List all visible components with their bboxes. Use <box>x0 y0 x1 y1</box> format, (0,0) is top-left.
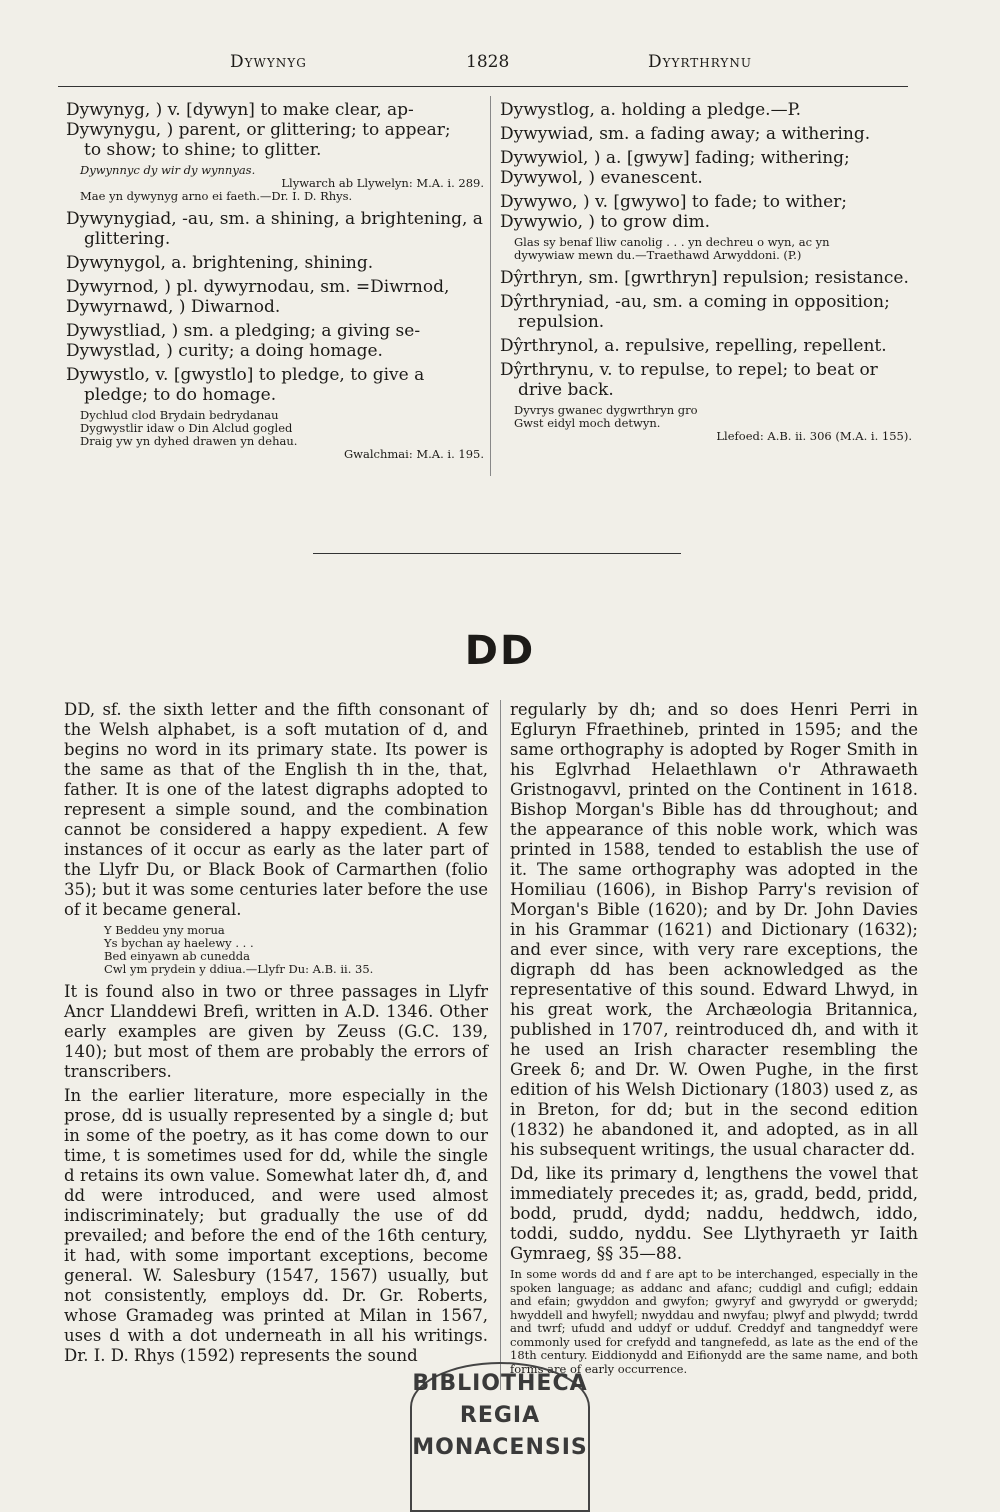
quote-source: Llywarch ab Llywelyn: M.A. i. 289. <box>281 176 484 190</box>
entry-dyrthryn: Dŷrthryn, sm. [gwrthryn] repulsion; resistance. <box>500 268 909 288</box>
entry-line: Dywystliad, ) sm. a pledging; a giving se- <box>66 321 421 341</box>
quote-line: Glas sy benaf lliw canolig . . . yn dechreu o wyn, ac yn <box>514 235 830 249</box>
entry-dyrthrynol: Dŷrthrynol, a. repulsive, repelling, repellent. <box>500 336 887 356</box>
quote-source: Llefoed: A.B. ii. 306 (M.A. i. 155). <box>716 429 912 443</box>
quote-line: Ys bychan ay haelewy . . . <box>104 936 254 950</box>
entry-line: Dywywio, ) to grow dim. <box>500 212 710 232</box>
entry-line: to show; to shine; to glitter. <box>84 140 322 160</box>
entry-line: Dywystlad, ) curity; a doing homage. <box>66 341 383 361</box>
stamp-line: REGIA <box>459 1403 541 1428</box>
entry-line: Dywynygu, ) parent, or glittering; to appear; <box>66 120 451 140</box>
entry-line: Dywywol, ) evanescent. <box>500 168 703 188</box>
dd-right-column <box>510 700 918 1380</box>
quote-line: Dywynnyc dy wir dy wynnyas. <box>80 163 256 177</box>
column-divider <box>500 700 501 1390</box>
quotation <box>514 236 912 262</box>
dd-paragraph: In the earlier literature, more especially in the prose, dd is usually represented by a single d; but in some of the poetry, as it has come down to our time, t is sometimes used for dd, while the single d retains its own value. Somewhat later dh, đ, and dd were introduced, and were used almost indiscriminately; but gradually the use of dd prevailed; and before the end of the 16th century, it had, with some important exceptions, become general. W. Salesbury (1547, 1567) usually, but not consistently, employs dd. Dr. Gr. Roberts, whose Gramadeg was printed at Milan in 1567, uses d with a dot underneath in all his writings. Dr. I. D. Rhys (1592) represents the sound <box>64 1086 488 1365</box>
column-divider <box>490 96 491 476</box>
stamp-line: MONACENSIS <box>412 1435 588 1460</box>
page-number: 1828 <box>466 52 510 72</box>
quote-line: Y Beddeu yny morua <box>104 923 225 937</box>
entry-dywynygiad: Dywynygiad, -au, sm. a shining, a brightening, a glittering. <box>66 209 483 249</box>
quote-line: dywywiaw mewn du.—Traethawd Arwyddoni. (P.) <box>514 248 802 262</box>
entry-line: Dywyrnod, ) pl. dywyrnodau, sm. =Diwrnod, <box>66 277 450 297</box>
dd-paragraph: It is found also in two or three passages in Llyfr Ancr Llanddewi Brefi, written in A.D. 1346. Other early examples are given by Zeuss (G.C. 139, 140); but most of them are probably the errors of transcribers. <box>64 982 488 1081</box>
running-head-left: Dywynyg <box>230 52 307 72</box>
quotation <box>104 924 488 976</box>
quotation <box>514 404 912 443</box>
entry-dywynyg <box>66 100 484 160</box>
entry-dywynygol: Dywynygol, a. brightening, shining. <box>66 253 374 273</box>
section-title: DD <box>464 628 536 674</box>
dd-paragraph: Dd, like its primary d, lengthens the vowel that immediately precedes it; as, gradd, bedd, pridd, bodd, prudd, dydd; naddu, heddwch, iddo, toddi, suddo, nyddu. See Llythyraeth yr Iaith Gymraeg, §§ 35—88. <box>510 1164 918 1263</box>
quote-line: Mae yn dywynyg arno ei faeth.—Dr. I. D. Rhys. <box>80 189 353 203</box>
upper-right-column <box>500 100 912 449</box>
entry-dywywiad: Dywywiad, sm. a fading away; a withering. <box>500 124 871 144</box>
entry-dywystlog: Dywystlog, a. holding a pledge.—P. <box>500 100 801 120</box>
entry-line: Dywyrnawd, ) Diwarnod. <box>66 297 281 317</box>
quotation <box>80 164 484 203</box>
quote-line: Cwl ym prydein y ddiua.—Llyfr Du: A.B. ii. 35. <box>104 962 374 976</box>
upper-left-column <box>66 100 484 467</box>
quote-source: Gwalchmai: M.A. i. 195. <box>343 447 484 461</box>
quote-line: Bed einyawn ab cunedda <box>104 949 250 963</box>
entry-line: Dywywo, ) v. [gwywo] to fade; to wither; <box>500 192 848 212</box>
entry-dywystlo: Dywystlo, v. [gwystlo] to pledge, to give a pledge; to do homage. <box>66 365 425 405</box>
entry-line: Dywywiol, ) a. [gwyw] fading; withering; <box>500 148 850 168</box>
entry-dyrthryniad: Dŷrthryniad, -au, sm. a coming in opposition; repulsion. <box>500 292 890 332</box>
dd-left-column <box>64 700 488 1370</box>
entry-dyrthrynu: Dŷrthrynu, v. to repulse, to repel; to beat or drive back. <box>500 360 878 400</box>
dd-paragraph: DD, sf. the sixth letter and the fifth consonant of the Welsh alphabet, is a soft mutation of d, and begins no word in its primary state. Its power is the same as that of the English th in the, that, father. It is one of the latest digraphs adopted to represent a simple sound, and the combination cannot be considered a happy expedient. A few instances of it occur as early as the later part of the Llyfr Du, or Black Book of Carmarthen (folio 35); but it was some centuries later before the use of it became general. <box>64 700 488 919</box>
quotation <box>80 409 484 461</box>
section-rule <box>313 553 681 554</box>
stamp-line: BIBLIOTHECA <box>412 1371 588 1396</box>
quote-line: Dygwystlir idaw o Din Alclud gogled <box>80 421 293 435</box>
quote-line: Dyvrys gwanec dygwrthryn gro <box>514 403 698 417</box>
header-rule <box>58 86 908 87</box>
running-head-right: Dyyrthrynu <box>648 52 752 72</box>
entry-dywywo <box>500 192 912 232</box>
quote-line: Gwst eidyl moch detwyn. <box>514 416 661 430</box>
entry-dywywiol <box>500 148 912 188</box>
dd-paragraph: regularly by dh; and so does Henri Perri in Egluryn Ffraethineb, printed in 1595; and the same orthography is adopted by Roger Smith in his Eglvrhad Helaethlawn o'r Athrawaeth Gristnogavvl, printed on the Continent in 1618. Bishop Morgan's Bible has dd throughout; and the appearance of this noble work, which was printed in 1588, tended to establish the use of it. The same orthography was adopted in the Homiliau (1606), in Bishop Parry's revision of Morgan's Bible (1620); and by Dr. John Davies in his Grammar (1621) and Dictionary (1632); and ever since, with very rare exceptions, the digraph dd has been acknowledged as the representative of this sound. Edward Lhwyd, in his great work, the Archæologia Britannica, published in 1707, reintroduced dh, and with it he used an Irish character resembling the Greek δ; and Dr. W. Owen Pughe, in the first edition of his Welsh Dictionary (1803) used z, as in Breton, for dd; but in the second edition (1832) he abandoned it, and adopted, as in all his subsequent writings, the usual character dd. <box>510 700 918 1159</box>
entry-line: Dywynyg, ) v. [dywyn] to make clear, ap- <box>66 100 414 120</box>
quote-line: Draig yw yn dyhed drawen yn dehau. <box>80 434 298 448</box>
dd-note: In some words dd and f are apt to be interchanged, especially in the spoken language; as addanc and afanc; cuddigl and cufigl; eddain and efain; gwyddon and gwyfon; gwyryf and gwyrydd or gwerydd; hwyddell and hwyfell; nwyddau and nwyfau; plwyf and plwydd; twrdd and twrf; ufudd and uddyf or udduf. Creddyf and tangneddyf were commonly used for crefydd and tangnefedd, as late as the end of the 18th century. Eiddionydd and Eifionydd are the same name, and both forms are of early occurrence. <box>510 1267 918 1376</box>
entry-dywyrnod <box>66 277 484 317</box>
entry-dywystliad <box>66 321 484 361</box>
quote-line: Dychlud clod Brydain bedrydanau <box>80 408 279 422</box>
